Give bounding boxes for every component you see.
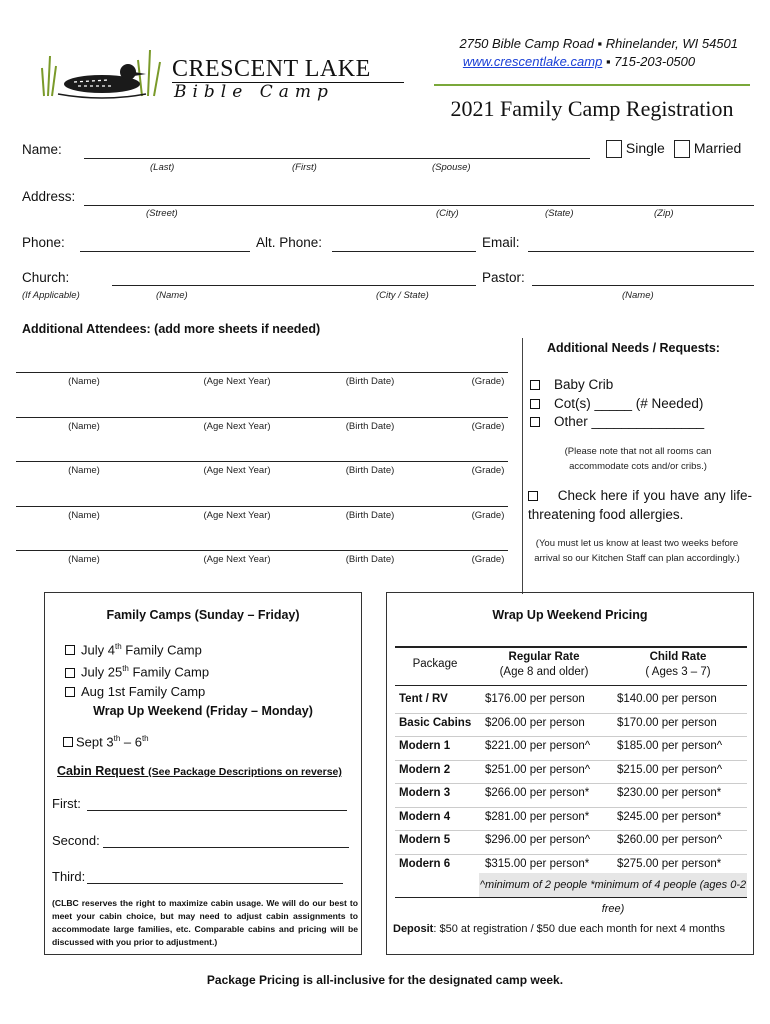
col-regular: Regular Rate (Age 8 and older): [499, 651, 589, 678]
phone-input[interactable]: [80, 251, 250, 252]
cabin-note: (CLBC reserves the right to maximize cabin usage. We will do our best to meet your cabin choice, but may need to adjust cabin assignments to accommodate large families, etc. Comparable cabins and pricing will be discussed with you prior to adjustment.): [52, 898, 358, 947]
checkbox-icon[interactable]: [65, 645, 75, 655]
attendee-row-line[interactable]: [16, 550, 508, 551]
allergy-note: (You must let us know at least two weeks before arrival so our Kitchen Staff can plan accordingly.): [534, 538, 740, 564]
pricing-cell-pkg: Modern 6: [399, 857, 451, 870]
attendee-row-line[interactable]: [16, 417, 508, 418]
pricing-heading: Wrap Up Weekend Pricing: [492, 608, 648, 622]
pricing-cell-reg: $296.00 per person^: [485, 834, 591, 846]
pricing-cell-pkg: Basic Cabins: [399, 716, 472, 729]
attendee-row-line[interactable]: [16, 372, 508, 373]
attendee-row-line[interactable]: [16, 461, 508, 462]
col-package: Package: [412, 658, 458, 670]
married-checkbox[interactable]: [674, 140, 690, 158]
zip-caption: (Zip): [654, 208, 674, 219]
attendee-col-caption: (Age Next Year): [203, 420, 271, 432]
last-caption: (Last): [150, 162, 175, 173]
name-input[interactable]: [84, 158, 590, 159]
cabin-first-input[interactable]: [87, 810, 347, 811]
allergy-option[interactable]: Check here if you have any life-threatening food allergies.: [528, 488, 752, 522]
col-child: Child Rate ( Ages 3 – 7): [645, 651, 711, 678]
attendee-col-caption: (Grade): [471, 376, 505, 387]
attendee-col-caption: (Name): [68, 465, 100, 476]
address-label: Address:: [22, 189, 76, 204]
attendees-heading: Additional Attendees: (add more sheets if needed): [22, 322, 321, 336]
church-label: Church:: [22, 270, 70, 285]
cabin-request-heading: Cabin Request (See Package Descriptions on reverse): [57, 764, 342, 778]
attendee-col-caption: (Grade): [471, 420, 505, 432]
state-caption: (State): [545, 208, 574, 219]
pricing-cell-child: $185.00 per person^: [617, 740, 723, 752]
pricing-cell-pkg: Modern 5: [399, 834, 451, 846]
attendee-col-caption: (Age Next Year): [203, 509, 271, 521]
cabin-first-label: First:: [52, 796, 81, 811]
pastor-label: Pastor:: [482, 270, 525, 285]
baby-crib-option[interactable]: Baby Crib: [530, 376, 704, 395]
aug-1-option[interactable]: Aug 1st Family Camp: [65, 682, 209, 701]
pricing-footnote: ^minimum of 2 people *minimum of 4 people (ages 0-2 free): [479, 873, 747, 897]
pastor-name-caption: (Name): [622, 290, 654, 301]
pricing-cell-pkg: Modern 3: [399, 787, 451, 799]
cots-option[interactable]: Cot(s) _____ (# Needed): [530, 395, 704, 414]
pricing-row: [395, 760, 747, 783]
cabin-third-input[interactable]: [87, 883, 343, 884]
pricing-row: [395, 689, 747, 712]
form-title: 2021 Family Camp Registration: [450, 96, 734, 121]
pricing-box: [386, 592, 754, 955]
wrap-heading: Wrap Up Weekend (Friday – Monday): [93, 704, 313, 718]
pricing-cell-reg: $281.00 per person*: [485, 810, 590, 823]
spouse-caption: (Spouse): [432, 162, 471, 173]
church-city-caption: (City / State): [376, 290, 429, 301]
needs-heading: Additional Needs / Requests:: [547, 341, 720, 355]
name-label: Name:: [22, 142, 62, 157]
checkbox-icon[interactable]: [530, 380, 540, 390]
single-option[interactable]: Single: [606, 140, 665, 158]
header-address: 2750 Bible Camp Road ▪ Rhinelander, WI 54501: [459, 36, 738, 51]
logo-title: CRESCENT LAKE: [172, 56, 371, 82]
cabin-second-input[interactable]: [103, 847, 349, 848]
attendee-col-caption: (Grade): [471, 509, 505, 521]
logo: [38, 46, 408, 104]
attendee-col-caption: (Name): [68, 420, 100, 432]
church-input[interactable]: [112, 285, 476, 286]
deposit-text: Deposit: $50 at registration / $50 due each month for next 4 months: [393, 923, 726, 935]
first-caption: (First): [292, 162, 317, 173]
pricing-cell-pkg: Modern 4: [399, 810, 451, 823]
checkbox-icon[interactable]: [65, 687, 75, 697]
pricing-cell-reg: $266.00 per person*: [485, 787, 590, 799]
phone-label: Phone:: [22, 235, 65, 250]
checkbox-icon[interactable]: [530, 399, 540, 409]
pricing-cell-pkg: Tent / RV: [399, 693, 448, 705]
street-caption: (Street): [146, 208, 178, 219]
footer-note: Package Pricing is all-inclusive for the designated camp week.: [206, 973, 564, 987]
logo-subtitle: Bible Camp: [174, 82, 334, 102]
if-applicable-caption: (If Applicable): [22, 290, 80, 301]
pricing-cell-child: $170.00 per person: [617, 716, 717, 729]
attendee-col-caption: (Birth Date): [345, 465, 395, 476]
header-contact: [438, 54, 720, 69]
july-25-option[interactable]: July 25th Family Camp: [65, 659, 209, 681]
family-camps-heading: Family Camps (Sunday – Friday): [106, 608, 300, 622]
allergy-checkbox[interactable]: [528, 491, 538, 501]
attendee-col-caption: (Birth Date): [345, 376, 395, 387]
checkbox-icon[interactable]: [530, 417, 540, 427]
pastor-input[interactable]: [532, 285, 754, 286]
needs-list: [530, 376, 704, 432]
pricing-cell-pkg: Modern 2: [399, 763, 451, 776]
pricing-cell-child: $260.00 per person^: [617, 834, 723, 846]
attendee-col-caption: (Age Next Year): [203, 465, 271, 476]
attendee-col-caption: (Grade): [471, 465, 505, 476]
attendee-col-caption: (Birth Date): [345, 509, 395, 521]
pricing-cell-reg: $315.00 per person*: [485, 857, 590, 870]
pricing-cell-child: $275.00 per person*: [617, 857, 722, 870]
attendee-col-caption: (Name): [68, 509, 100, 521]
july-4-option[interactable]: July 4th Family Camp: [65, 637, 209, 659]
pricing-cell-child: $230.00 per person*: [617, 787, 722, 799]
attendee-col-caption: (Birth Date): [345, 420, 395, 432]
pricing-row: [395, 807, 747, 830]
pricing-row: [395, 783, 747, 806]
pricing-row: [395, 830, 747, 853]
loon-logo-icon: [38, 46, 168, 104]
cabin-second-label: Second:: [52, 833, 100, 848]
attendee-col-caption: (Birth Date): [345, 554, 395, 565]
cabin-third-label: Third:: [52, 869, 86, 884]
alt-phone-label: Alt. Phone:: [256, 235, 323, 250]
pricing-cell-reg: $251.00 per person^: [485, 763, 591, 776]
address-input[interactable]: [84, 205, 754, 206]
pricing-cell-child: $215.00 per person^: [617, 763, 723, 776]
pricing-row: [395, 736, 747, 759]
pricing-cell-pkg: Modern 1: [399, 740, 451, 752]
attendee-col-caption: (Grade): [471, 554, 505, 565]
church-name-caption: (Name): [156, 290, 188, 301]
needs-note: (Please note that not all rooms can accommodate cots and/or cribs.): [564, 446, 712, 472]
city-caption: (City): [436, 208, 459, 219]
checkbox-icon[interactable]: [63, 737, 73, 747]
other-option[interactable]: Other _______________: [530, 413, 704, 432]
alt-phone-input[interactable]: [332, 251, 476, 252]
website-link[interactable]: www.crescentlake.camp: [462, 54, 603, 69]
camp-options: [65, 637, 209, 701]
email-label: Email:: [482, 235, 520, 250]
attendee-col-caption: (Name): [68, 554, 100, 565]
pricing-cell-reg: $176.00 per person: [485, 693, 585, 705]
attendee-row-line[interactable]: [16, 506, 508, 507]
email-input[interactable]: [528, 251, 754, 252]
attendee-col-caption: (Age Next Year): [203, 376, 271, 387]
header-phone: ▪ 715-203-0500: [602, 54, 696, 69]
checkbox-icon[interactable]: [65, 668, 75, 678]
pricing-row: [395, 713, 747, 736]
sept-option[interactable]: Sept 3th – 6th: [63, 734, 149, 749]
pricing-cell-child: $245.00 per person*: [617, 810, 722, 823]
pricing-cell-reg: $206.00 per person: [485, 716, 585, 729]
attendee-col-caption: (Name): [68, 376, 100, 387]
single-checkbox[interactable]: [606, 140, 622, 158]
pricing-cell-reg: $221.00 per person^: [485, 740, 591, 752]
married-option[interactable]: Married: [674, 140, 741, 158]
family-camps-box: [44, 592, 362, 955]
pricing-cell-child: $140.00 per person: [617, 693, 717, 705]
attendee-col-caption: (Age Next Year): [203, 554, 271, 565]
